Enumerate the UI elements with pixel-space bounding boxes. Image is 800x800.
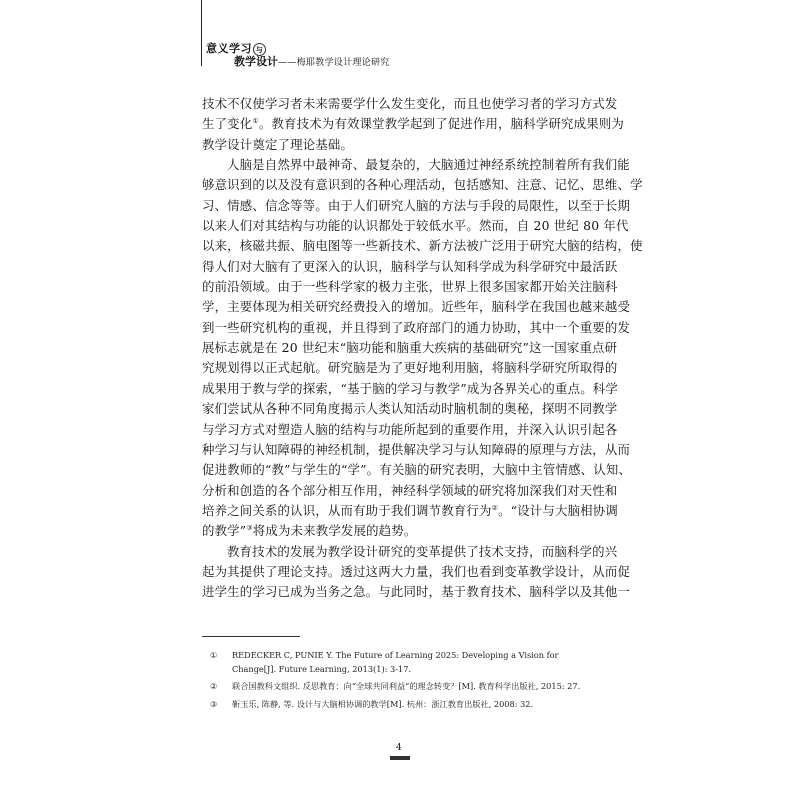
paragraph-line: 成果用于教与学的探索，“基于脑的学习与教学”成为各界关心的重点。科学 <box>202 380 618 396</box>
paragraph-line: 展标志就是在 20 世纪末“脑功能和脑重大疾病的基础研究”这一国家重点研 <box>202 340 618 356</box>
paragraph-line: 的教学”③将成为未来教学发展的趋势。 <box>202 523 417 539</box>
paragraph-line: 教学设计奠定了理论基础。 <box>202 136 354 152</box>
paragraph-line: 进学生的学习已成为当务之急。与此同时，基于教育技术、脑科学以及其他一 <box>202 584 631 600</box>
paragraph-line: 够意识到的以及没有意识到的各种心理活动，包括感知、注意、记忆、思维、学 <box>202 177 643 193</box>
paragraph-line: 与学习方式对塑造人脑的结构与功能所起到的重要作用，并深入认识引起各 <box>202 421 618 437</box>
paragraph-line: 到一些研究机构的重视，并且得到了政府部门的通力协助，其中一个重要的发 <box>202 319 631 335</box>
paragraph-line: 技术不仅使学习者未来需要学什么发生变化，而且也使学习者的学习方式发 <box>202 96 618 111</box>
page-number: 4 <box>396 743 402 753</box>
footnote <box>204 649 598 676</box>
footnote-number: ③ <box>210 698 218 709</box>
paragraph-line: 教育技术的发展为教学设计研究的变革提供了技术支持，而脑科学的兴 <box>227 543 618 559</box>
paragraph-line: 家们尝试从各种不同角度揭示人类认知活动时脑机制的奥秘，探明不同教学 <box>202 401 618 417</box>
paragraph <box>202 94 624 155</box>
paragraph <box>202 542 631 603</box>
paragraph-line: 得人们对大脑有了更深入的认识，脑科学与认知科学成为科学研究中最活跃 <box>202 258 618 274</box>
paragraph-line: 分析和创造的各个部分相互作用，神经科学领域的研究将加深我们对天性和 <box>202 482 618 498</box>
body-text <box>202 94 643 603</box>
paragraph-line: 种学习与认知障碍的神经机制，提供解决学习与认知障碍的原理与方法，从而 <box>202 441 631 457</box>
paragraph-line: 学，主要体现为相关研究经费投入的增加。近些年，脑科学在我国也越来越受 <box>202 299 631 315</box>
paragraph-line: 促进教师的“教”与学生的“学”。有关脑的研究表明，大脑中主管情感、认知、 <box>202 462 632 478</box>
footnote-text: REDECKER C, PUNIE Y. The Future of Learning 2025: Developing a Vision for Change[J]. Future Learning, 2013(1): 3-17. <box>232 650 559 674</box>
paragraph-line: 究规划得以正式起航。研究脑是为了更好地利用脑，将脑科学研究所取得的 <box>202 360 618 376</box>
footnote <box>204 698 598 712</box>
paragraph-line: 以来人们对其结构与功能的认识都处于较低水平。然而，自 20 世纪 80 年代 <box>202 218 629 234</box>
header-book-subtitle <box>234 53 390 69</box>
footnote <box>204 680 598 694</box>
footnote-number: ② <box>210 681 218 691</box>
paragraph-line: 起为其提供了理论支持。透过这两大力量，我们也看到变革教学设计，从而促 <box>202 563 631 579</box>
footnote-rule <box>202 636 300 637</box>
footnotes <box>204 649 598 715</box>
footnote-number: ① <box>210 650 218 660</box>
paragraph-line: 人脑是自然界中最神奇、最复杂的，大脑通过神经系统控制着所有我们能 <box>227 157 630 173</box>
paragraph-line: 的前沿领域。由于一些科学家的极力主张，世界上很多国家都开始关注脑科 <box>202 279 618 295</box>
footnote-text: 靳玉乐, 陈静, 等. 设计与大脑相协调的教学[M]. 杭州：浙江教育出版社, 2008: 32. <box>232 698 534 709</box>
header-vertical-rule <box>201 0 202 66</box>
paragraph <box>202 155 643 542</box>
header-title-sub: ——梅耶教学设计理论研究 <box>278 58 390 68</box>
footnote-marker: ③ <box>246 524 253 533</box>
header-title-top: 意义学习 <box>206 42 252 55</box>
footnote-marker: ① <box>252 117 259 126</box>
header-title-mark: 与 <box>253 43 266 56</box>
paragraph-line: 培养之间关系的认识，从而有助于我们调节教育行为②。“设计与大脑相协调 <box>202 502 618 518</box>
paragraph-line: 生了变化①。教育技术为有效课堂教学起到了促进作用，脑科学研究成果则为 <box>202 116 624 132</box>
footnote-marker: ② <box>491 503 499 512</box>
paragraph-line: 习、情感、信念等等。由于人们研究人脑的方法与手段的局限性，以至于长期 <box>202 197 631 213</box>
header-title-main: 教学设计 <box>234 55 278 68</box>
page-number-bar <box>390 756 410 760</box>
footnote-text: 联合国教科文组织. 反思教育：向“全球共同利益”的理念转变？[M]. 教育科学出版社, 2015: 27. <box>232 681 581 691</box>
paragraph-line: 以来，核磁共振、脑电图等一些新技术、新方法被广泛用于研究大脑的结构，使 <box>202 238 643 254</box>
